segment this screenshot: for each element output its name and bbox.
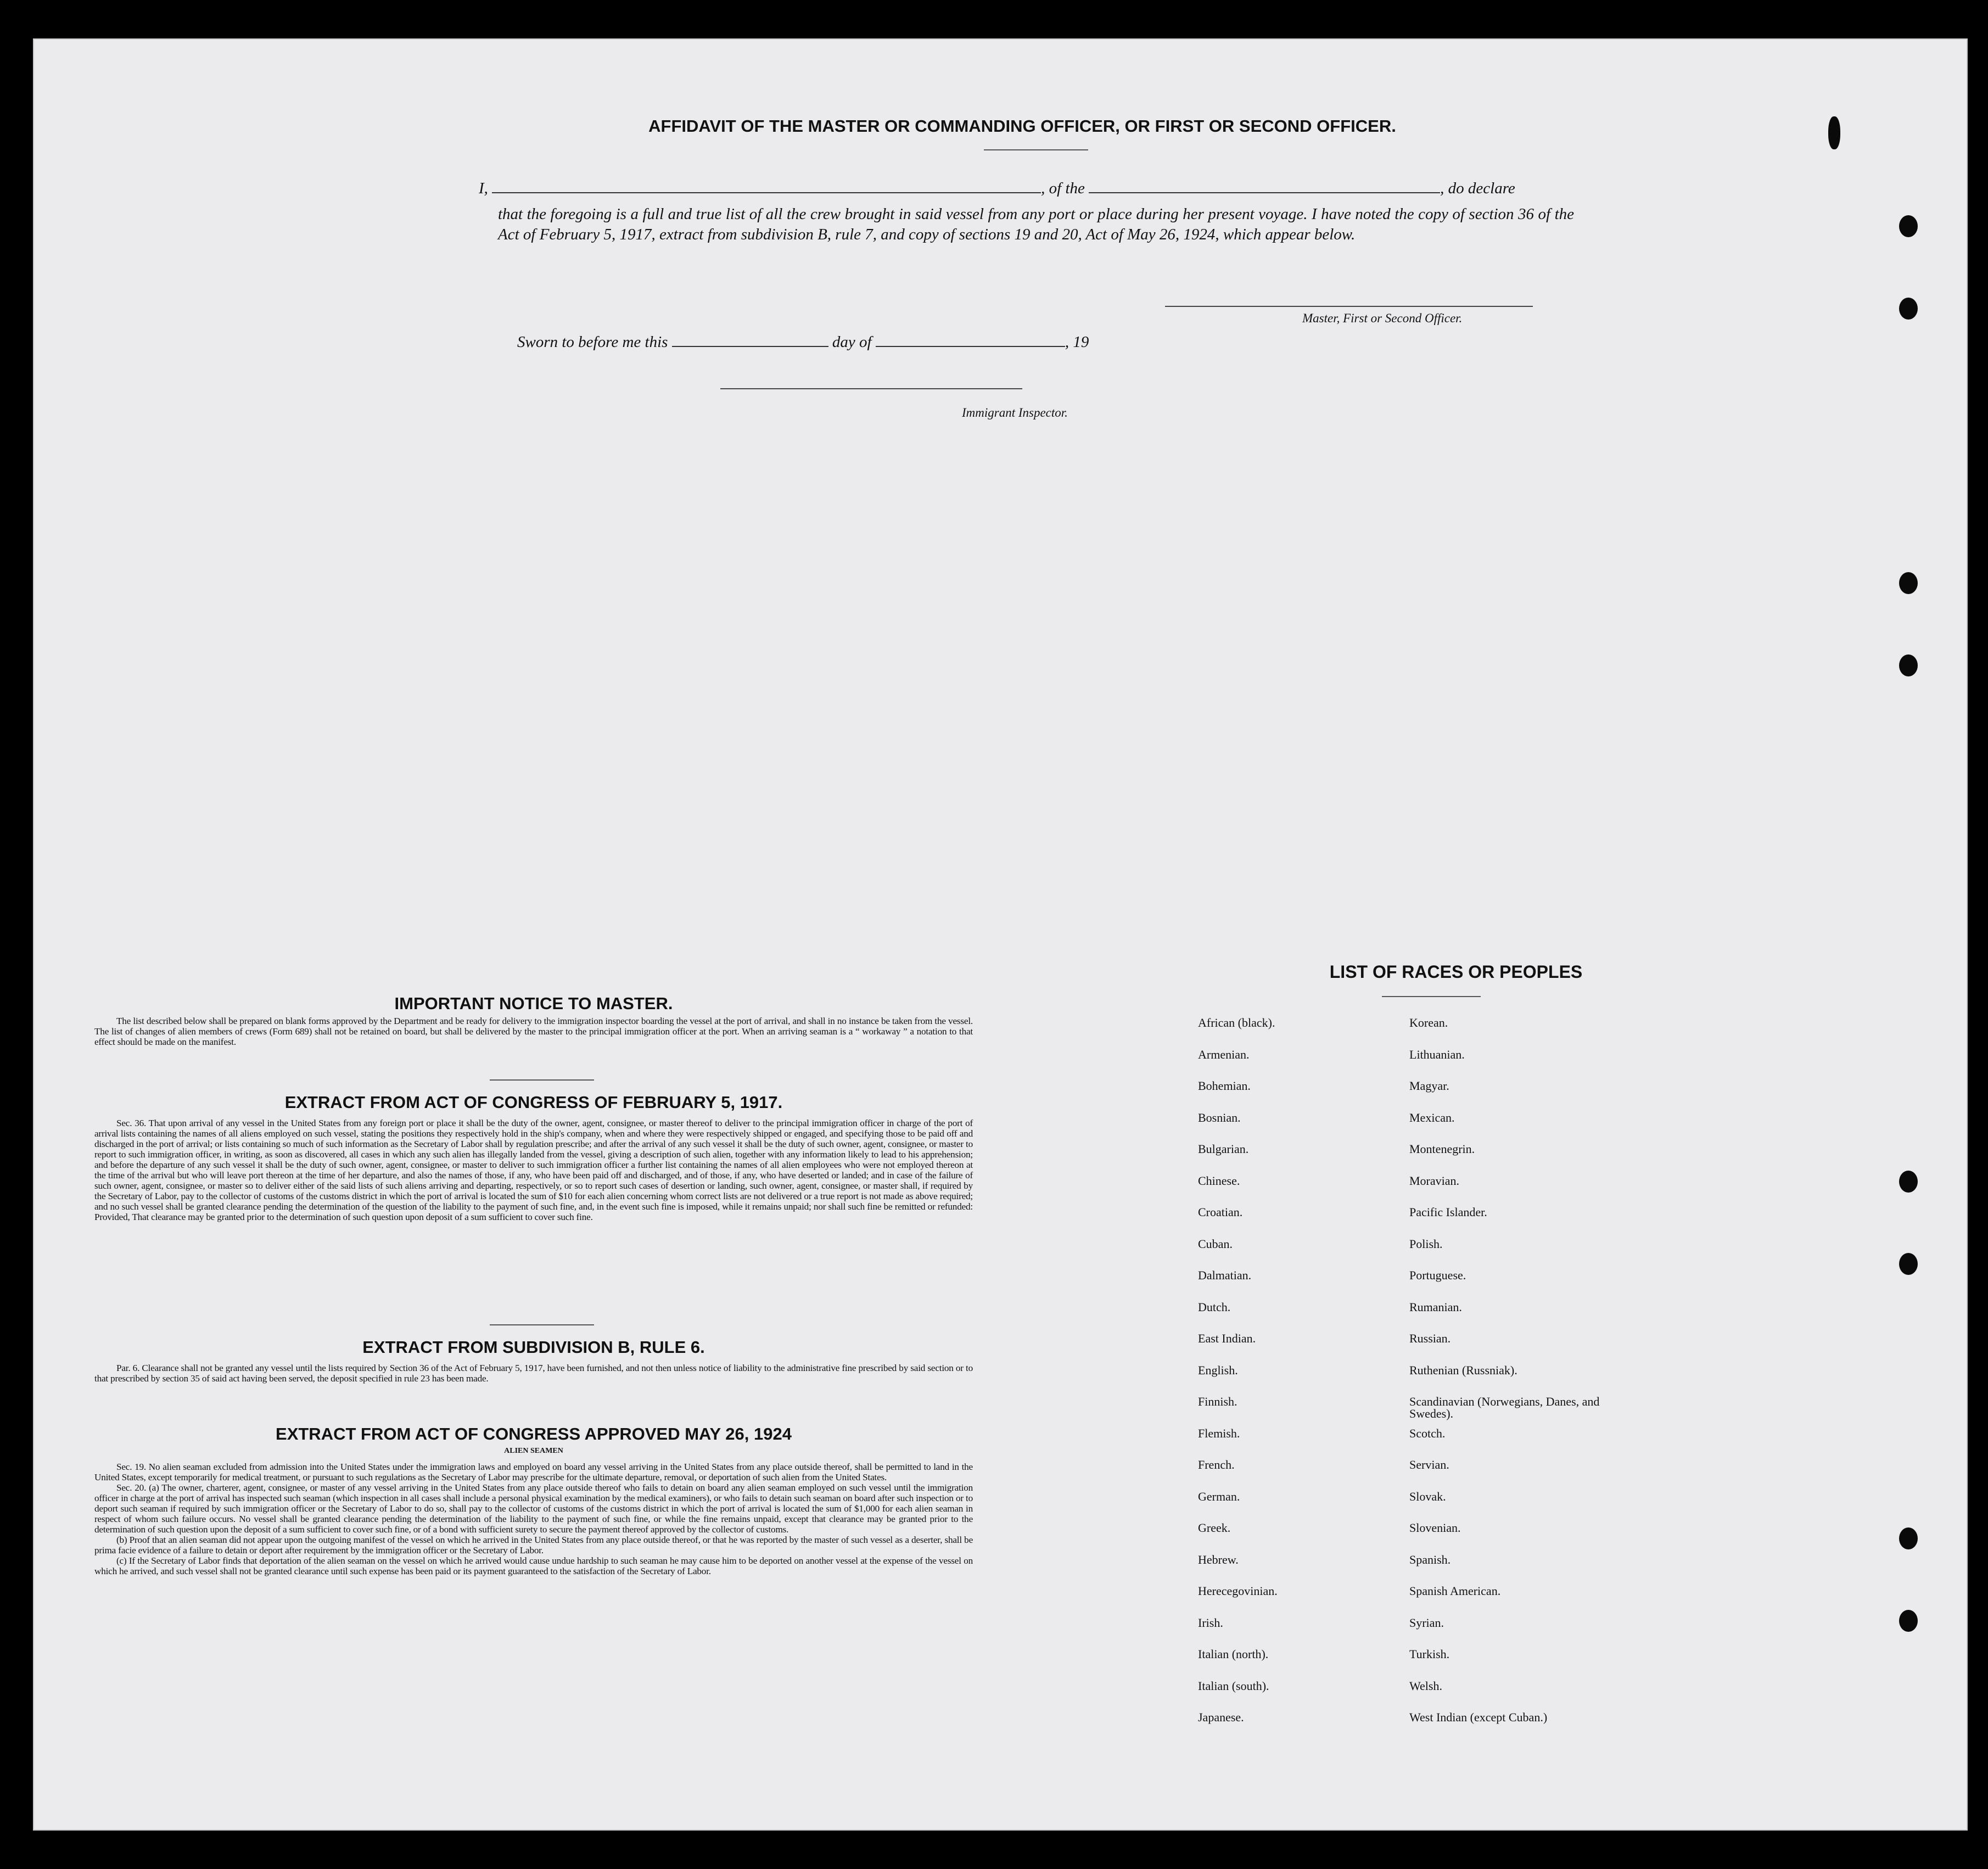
punch-hole xyxy=(1899,572,1918,594)
extract-1917-text xyxy=(94,1118,973,1222)
race-item: Portuguese. xyxy=(1409,1268,1466,1282)
affidavit-declaration-line xyxy=(479,180,1577,198)
day-of-label: day of xyxy=(832,333,872,351)
sworn-day-field[interactable] xyxy=(672,346,828,347)
year-label: , 19 xyxy=(1065,333,1089,351)
race-item: Hebrew. xyxy=(1198,1552,1239,1566)
race-item: Rumanian. xyxy=(1409,1300,1462,1314)
races-column-right xyxy=(1409,1017,1629,1743)
race-item: Korean. xyxy=(1409,1016,1448,1029)
punch-hole xyxy=(1899,1171,1918,1193)
race-item: Magyar. xyxy=(1409,1079,1449,1093)
divider xyxy=(490,1324,594,1325)
race-item: Bosnian. xyxy=(1198,1110,1241,1124)
punch-hole xyxy=(1899,215,1918,237)
race-item: Ruthenian (Russniak). xyxy=(1409,1363,1517,1377)
race-item: Dutch. xyxy=(1198,1300,1231,1314)
of-the-label: , of the xyxy=(1041,180,1085,197)
do-declare-label: , do declare xyxy=(1440,180,1515,197)
race-item: Cuban. xyxy=(1198,1236,1233,1251)
race-item: Irish. xyxy=(1198,1615,1223,1630)
race-item: Lithuanian. xyxy=(1409,1047,1465,1061)
divider xyxy=(490,1079,594,1081)
extract-1924-title: EXTRACT FROM ACT OF CONGRESS APPROVED MAY 26, 1924 xyxy=(276,1424,792,1443)
alien-seamen-subtitle: ALIEN SEAMEN xyxy=(504,1447,563,1455)
master-signature-label: Master, First or Second Officer. xyxy=(1302,311,1463,325)
race-item: Moravian. xyxy=(1409,1173,1460,1188)
punch-hole xyxy=(1828,116,1840,149)
race-item: Italian (north). xyxy=(1198,1647,1269,1661)
sec-20a-paragraph: Sec. 20. (a) The owner, charterer, agent, consignee, or master of any vessel arriving in the United States from any place outside thereof who fails to detain on board any alien seaman employed on such vessel until the immigration officer in charge at the port of arrival has inspected such seaman (which inspection in all cases shall include a personal physical examination by the medical examiners), or who fails to detain such seaman on board after such inspection or to deport such seaman if required by such immigration officer or the Secretary of Labor to do so, shall pay to the collector of customs of the customs district in which the port of arrival is located the sum of $1,000 for each alien seaman in respect of whom such failure occurs. No vessel shall be granted clearance pending the determination of the liability to the payment of such fine, or while the fine remains unpaid, except that clearance may be granted prior to the determination of such question upon the deposit of a sum sufficient to cover such fine, or of a bond with sufficient surety to secure the payment thereof approved by the collector of customs. xyxy=(94,1482,973,1535)
extract-rule6-text xyxy=(94,1363,973,1384)
race-item: Finnish. xyxy=(1198,1395,1237,1408)
race-item: Armenian. xyxy=(1198,1047,1250,1061)
races-list xyxy=(1198,1017,1747,1753)
sec-20b-paragraph: (b) Proof that an alien seaman did not appear upon the outgoing manifest of the vessel on which he arrived in the United States from any place outside thereof, or that he was reported by the master of such vessel as a deserter, shall be prima facie evidence of a failure to detain or deport after requirement by the immigration officer or the Secretary of Labor. xyxy=(94,1535,973,1555)
race-item: Italian (south). xyxy=(1198,1678,1269,1693)
race-item: Flemish. xyxy=(1198,1426,1240,1440)
extract-rule6-title: EXTRACT FROM SUBDIVISION B, RULE 6. xyxy=(362,1338,705,1357)
sworn-label: Sworn to before me this xyxy=(517,333,668,351)
race-item: Spanish. xyxy=(1409,1552,1451,1566)
par-6-paragraph: Par. 6. Clearance shall not be granted any vessel until the lists required by Section 36 of the Act of February 5, 1917, have been furnished, and not then unless notice of liability to the administrative fine prescribed by said section or to that prescribed by section 35 of said act having been served, the deposit specified in rule 23 has been made. xyxy=(94,1363,973,1384)
i-label: I, xyxy=(479,180,488,197)
race-item: Bohemian. xyxy=(1198,1079,1251,1093)
race-item: French. xyxy=(1198,1458,1235,1471)
race-item: German. xyxy=(1198,1489,1240,1503)
punch-hole xyxy=(1899,1253,1918,1275)
race-item: Herecegovinian. xyxy=(1198,1584,1278,1598)
inspector-label: Immigrant Inspector. xyxy=(962,406,1068,419)
sworn-month-field[interactable] xyxy=(876,346,1065,347)
race-item: Scandinavian (Norwegians, Danes, and Swedes). xyxy=(1409,1395,1600,1420)
sworn-line xyxy=(517,333,1089,351)
extract-1924-text xyxy=(94,1462,973,1576)
race-item: East Indian. xyxy=(1198,1331,1256,1345)
notice-text xyxy=(94,1016,973,1047)
officer-name-field[interactable] xyxy=(492,192,1041,193)
race-item: African (black). xyxy=(1198,1016,1275,1029)
master-signature-line[interactable] xyxy=(1165,306,1533,307)
inspector-signature-line[interactable] xyxy=(720,388,1022,389)
race-item: Montenegrin. xyxy=(1409,1142,1475,1156)
race-item: English. xyxy=(1198,1363,1238,1377)
races-title: LIST OF RACES OR PEOPLES xyxy=(1329,962,1583,982)
race-item: Slovenian. xyxy=(1409,1521,1461,1535)
race-item: Welsh. xyxy=(1409,1678,1442,1693)
sec-36-paragraph: Sec. 36. That upon arrival of any vessel in the United States from any foreign port or place it shall be the duty of the owner, agent, consignee, or master thereof to deliver to the principal immigration officer in charge of the port of arrival lists containing the names of all aliens employed on such vessel, stating the positions they respectively hold in the ship's company, when and where they were respectively shipped or engaged, and specifying those to be paid off and discharged in the port of arrival; or lists containing so much of such information as the Secretary of Labor shall by regulation prescribe; and after the arrival of any such vessel it shall be the duty of such owner, agent, consignee, or master to report to such immigration officer, in writing, as soon as discovered, all cases in which any such alien has illegally landed from the vessel, giving a description of such alien, together with any information likely to lead to his apprehension; and before the departure of any such vessel it shall be the duty of such owner, agent, consignee, or master to deliver to such immigration officer a further list containing the names of all alien employees who were not employed thereon at the time of the arrival but who will leave port thereon at the time of her departure, and also the names of those, if any, who have been paid off and discharged, and of those, if any, who have deserted or landed; and in case of the failure of such owner, agent, consignee, or master so to deliver either of the said lists of such aliens arriving and departing, respectively, or so to report such cases of desertion or landing, such owner, agent, consignee, or master shall, if required by the Secretary of Labor, pay to the collector of customs of the customs district in which the port of arrival is located the sum of $10 for each alien concerning whom correct lists are not delivered or a true report is not made as above required; and no such vessel shall be granted clearance pending the determination of the question of the liability to the payment of such fine, and, in the event such fine is imposed, while it remains unpaid; nor shall such fine be remitted or refunded: Provided, That clearance may be granted prior to the determination of such question upon deposit of a sum sufficient to cover such fine. xyxy=(94,1118,973,1222)
punch-hole xyxy=(1899,298,1918,320)
race-item: West Indian (except Cuban.) xyxy=(1409,1710,1548,1724)
document-page xyxy=(33,38,1968,1831)
race-item: Croatian. xyxy=(1198,1205,1243,1219)
divider xyxy=(984,149,1088,150)
affidavit-title: AFFIDAVIT OF THE MASTER OR COMMANDING OFFICER, OR FIRST OR SECOND OFFICER. xyxy=(648,116,1396,136)
race-item: Slovak. xyxy=(1409,1489,1446,1503)
notice-paragraph: The list described below shall be prepared on blank forms approved by the Department and be ready for delivery to the immigration inspector boarding the vessel at the port of arrival, and shall in no instance be taken from the vessel. The list of changes of alien members of crews (Form 689) shall not be retained on board, but shall be delivered by the master to the principal immigration officer at the port. When an arriving seaman is a “ workaway ” a notation to that effect should be made on the manifest. xyxy=(94,1016,973,1047)
race-item: Bulgarian. xyxy=(1198,1142,1249,1156)
race-item: Mexican. xyxy=(1409,1110,1455,1124)
notice-title: IMPORTANT NOTICE TO MASTER. xyxy=(394,994,673,1013)
race-item: Greek. xyxy=(1198,1521,1231,1535)
punch-hole xyxy=(1899,1527,1918,1549)
race-item: Pacific Islander. xyxy=(1409,1205,1487,1219)
race-item: Polish. xyxy=(1409,1236,1443,1251)
race-item: Syrian. xyxy=(1409,1615,1444,1630)
race-item: Russian. xyxy=(1409,1331,1451,1345)
extract-1917-title: EXTRACT FROM ACT OF CONGRESS OF FEBRUARY 5, 1917. xyxy=(284,1093,783,1112)
punch-hole xyxy=(1899,654,1918,676)
declaration-text: that the foregoing is a full and true list of all the crew brought in said vessel from any port or place during her present voyage. I have noted the copy of section 36 of the Act of February 5, 1917, extract from subdivision B, rule 7, and copy of sections 19 and 20, Act of May 26, 1924, which appear below. xyxy=(498,205,1574,243)
divider xyxy=(1382,996,1481,997)
punch-hole xyxy=(1899,1610,1918,1632)
race-item: Servian. xyxy=(1409,1458,1449,1471)
race-item: Japanese. xyxy=(1198,1710,1244,1724)
race-item: Dalmatian. xyxy=(1198,1268,1252,1282)
sec-20c-paragraph: (c) If the Secretary of Labor finds that deportation of the alien seaman on the vessel on which he arrived would cause undue hardship to such seaman he may cause him to be deported on another vessel at the expense of the vessel on which he arrived, and such vessel shall not be granted clearance until such expense has been paid or its payment guaranteed to the satisfaction of the Secretary of Labor. xyxy=(94,1555,973,1576)
races-column-left xyxy=(1198,1017,1418,1743)
race-item: Scotch. xyxy=(1409,1426,1446,1440)
race-item: Turkish. xyxy=(1409,1647,1450,1661)
sec-19-paragraph: Sec. 19. No alien seaman excluded from admission into the United States under the immigration laws and employed on board any vessel arriving in the United States from any place outside thereof, shall be permitted to land in the United States, except temporarily for medical treatment, or pursuant to such regulations as the Secretary of Labor may prescribe for the ultimate departure, removal, or deportation of such alien from the United States. xyxy=(94,1462,973,1482)
vessel-name-field[interactable] xyxy=(1089,192,1440,193)
race-item: Chinese. xyxy=(1198,1173,1240,1188)
race-item: Spanish American. xyxy=(1409,1584,1501,1598)
